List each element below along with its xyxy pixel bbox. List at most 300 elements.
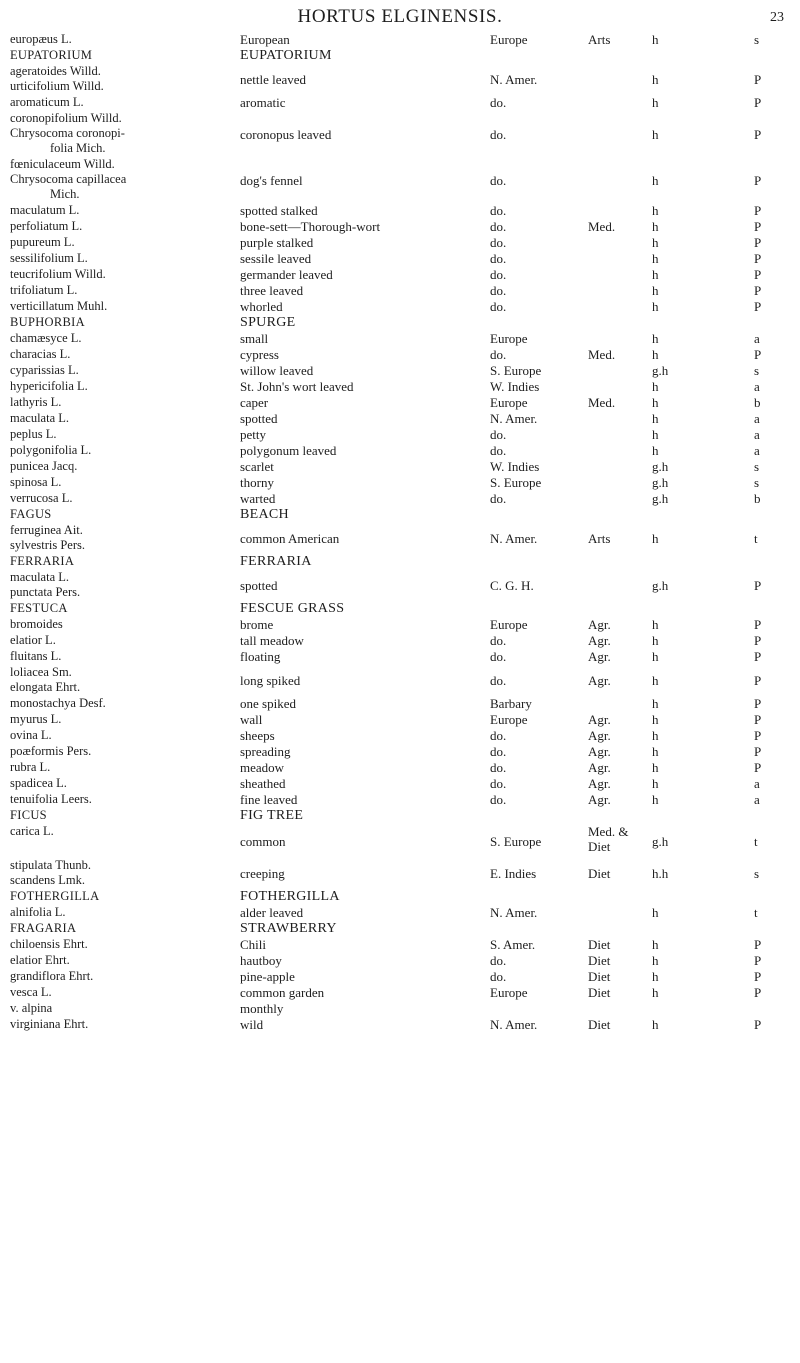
species-row: [0, 267, 800, 283]
condition: h: [652, 219, 659, 234]
latin-name: ovina L.: [10, 728, 52, 742]
genus-row: [0, 48, 800, 64]
english-name: spotted stalked: [240, 203, 318, 218]
latin-name: perfoliatum L.: [10, 219, 83, 233]
condition: h: [652, 760, 659, 775]
country: do.: [490, 728, 507, 743]
species-row: [0, 633, 800, 649]
english-name: fine leaved: [240, 792, 298, 807]
life-form: P: [754, 299, 762, 314]
condition: h: [652, 95, 659, 110]
genus-row: [0, 889, 800, 905]
country: do.: [490, 673, 507, 688]
life-form: a: [754, 411, 760, 426]
latin-name: cyparissias L.: [10, 363, 79, 377]
species-row: [0, 379, 800, 395]
condition: h: [652, 985, 659, 1000]
life-form: P: [754, 728, 762, 743]
species-row: [0, 363, 800, 379]
life-form: P: [754, 173, 762, 188]
page-title: HORTUS ELGINENSIS.: [297, 6, 503, 27]
country: do.: [490, 283, 507, 298]
english-name: three leaved: [240, 283, 304, 298]
latin-name: aromaticum L.: [10, 95, 84, 109]
life-form: P: [754, 744, 762, 759]
species-row: [0, 712, 800, 728]
country: do.: [490, 95, 507, 110]
latin-name: FESTUCA: [10, 601, 68, 615]
species-row: [0, 95, 800, 111]
latin-name: monostachya Desf.: [10, 696, 106, 710]
latin-name: ferruginea Ait. sylvestris Pers.: [10, 523, 85, 552]
species-row: [0, 299, 800, 315]
species-row: [0, 776, 800, 792]
genus-row: [0, 507, 800, 523]
species-row: [0, 491, 800, 507]
condition: h: [652, 633, 659, 648]
latin-name: ageratoides Willd. urticifolium Willd.: [10, 64, 104, 93]
species-row: [0, 347, 800, 363]
english-name: wall: [240, 712, 263, 727]
condition: h.h: [652, 866, 669, 881]
condition: h: [652, 905, 659, 920]
english-name: common: [240, 834, 286, 849]
species-row: [0, 443, 800, 459]
use: Agr.: [588, 649, 611, 664]
life-form: a: [754, 792, 760, 807]
english-name: caper: [240, 395, 269, 410]
species-row: [0, 937, 800, 953]
latin-name: fluitans L.: [10, 649, 62, 663]
english-name: meadow: [240, 760, 285, 775]
condition: h: [652, 299, 659, 314]
english-name: BEACH: [240, 507, 289, 522]
latin-name: verticillatum Muhl.: [10, 299, 108, 313]
life-form: P: [754, 72, 762, 87]
country: E. Indies: [490, 866, 537, 881]
species-row: [0, 251, 800, 267]
country: do.: [490, 427, 507, 442]
condition: h: [652, 649, 659, 664]
english-name: sessile leaved: [240, 251, 312, 266]
latin-name: poæformis Pers.: [10, 744, 92, 758]
english-name: European: [240, 32, 290, 47]
condition: h: [652, 712, 659, 727]
life-form: P: [754, 969, 762, 984]
country: do.: [490, 969, 507, 984]
english-name: willow leaved: [240, 363, 314, 378]
use: Med. & Diet: [588, 824, 629, 854]
country: do.: [490, 235, 507, 250]
country: W. Indies: [490, 459, 540, 474]
country: do.: [490, 203, 507, 218]
condition: h: [652, 696, 659, 711]
species-row: [0, 728, 800, 744]
english-name: sheathed: [240, 776, 286, 791]
condition: h: [652, 673, 659, 688]
genus-row: [0, 601, 800, 617]
latin-name: lathyris L.: [10, 395, 62, 409]
condition: g.h: [652, 834, 669, 849]
english-name: pine-apple: [240, 969, 295, 984]
life-form: P: [754, 937, 762, 952]
species-row: [0, 427, 800, 443]
country: N. Amer.: [490, 1017, 538, 1032]
use: Med.: [588, 395, 616, 410]
condition: h: [652, 267, 659, 282]
english-name: bone-sett—Thorough-wort: [240, 219, 381, 234]
life-form: s: [754, 475, 760, 490]
use: Agr.: [588, 744, 611, 759]
condition: h: [652, 969, 659, 984]
life-form: P: [754, 1017, 762, 1032]
life-form: t: [754, 834, 758, 849]
use: Diet: [588, 866, 611, 881]
life-form: P: [754, 696, 762, 711]
condition: g.h: [652, 578, 669, 593]
species-row: [0, 219, 800, 235]
genus-row: [0, 808, 800, 824]
condition: h: [652, 617, 659, 632]
english-name: scarlet: [240, 459, 274, 474]
english-name: germander leaved: [240, 267, 333, 282]
species-row: [0, 649, 800, 665]
life-form: P: [754, 673, 762, 688]
latin-name: EUPATORIUM: [10, 48, 93, 62]
latin-name: FRAGARIA: [10, 921, 77, 935]
life-form: t: [754, 531, 758, 546]
english-name: wild: [240, 1017, 264, 1032]
condition: h: [652, 395, 659, 410]
use: Med.: [588, 219, 616, 234]
species-row: [0, 570, 800, 601]
life-form: P: [754, 953, 762, 968]
species-row: [0, 744, 800, 760]
latin-name: europæus L.: [10, 32, 72, 46]
use: Diet: [588, 969, 611, 984]
condition: h: [652, 937, 659, 952]
condition: h: [652, 173, 659, 188]
latin-name: v. alpina: [10, 1001, 53, 1015]
use: Diet: [588, 1017, 611, 1032]
species-row: [0, 235, 800, 251]
condition: h: [652, 251, 659, 266]
condition: h: [652, 235, 659, 250]
country: do.: [490, 173, 507, 188]
english-name: thorny: [240, 475, 274, 490]
genus-row: [0, 921, 800, 937]
species-row: [0, 411, 800, 427]
latin-name: carica L.: [10, 824, 54, 838]
species-table: [0, 32, 800, 1033]
latin-name: punicea Jacq.: [10, 459, 78, 473]
latin-name: rubra L.: [10, 760, 51, 774]
condition: h: [652, 72, 659, 87]
latin-name: pupureum L.: [10, 235, 75, 249]
country: Europe: [490, 617, 528, 632]
country: Europe: [490, 331, 528, 346]
english-name: hautboy: [240, 953, 282, 968]
english-name: warted: [240, 491, 276, 506]
species-row: [0, 760, 800, 776]
life-form: P: [754, 283, 762, 298]
latin-name: virginiana Ehrt.: [10, 1017, 89, 1031]
latin-name: vesca L.: [10, 985, 52, 999]
condition: g.h: [652, 491, 669, 506]
country: S. Europe: [490, 475, 542, 490]
latin-name: coronopifolium Willd. Chrysocoma coronopi- folia Mich.: [10, 111, 125, 155]
condition: h: [652, 347, 659, 362]
english-name: aromatic: [240, 95, 286, 110]
english-name: floating: [240, 649, 281, 664]
life-form: P: [754, 760, 762, 775]
condition: g.h: [652, 459, 669, 474]
species-row: [0, 1017, 800, 1033]
genus-row: [0, 315, 800, 331]
latin-name: FAGUS: [10, 507, 52, 521]
country: do.: [490, 792, 507, 807]
species-row: [0, 395, 800, 411]
country: S. Europe: [490, 363, 542, 378]
country: N. Amer.: [490, 72, 538, 87]
condition: h: [652, 127, 659, 142]
species-row: [0, 111, 800, 157]
species-row: [0, 283, 800, 299]
use: Diet: [588, 953, 611, 968]
condition: h: [652, 331, 659, 346]
life-form: t: [754, 905, 758, 920]
country: Europe: [490, 712, 528, 727]
species-row: [0, 459, 800, 475]
latin-name: loliacea Sm. elongata Ehrt.: [10, 665, 81, 694]
latin-name: tenuifolia Leers.: [10, 792, 92, 806]
country: do.: [490, 443, 507, 458]
condition: h: [652, 728, 659, 743]
life-form: s: [754, 363, 760, 378]
latin-name: verrucosa L.: [10, 491, 73, 505]
latin-name: hypericifolia L.: [10, 379, 88, 393]
use: Med.: [588, 347, 616, 362]
english-name: brome: [240, 617, 274, 632]
species-row: [0, 953, 800, 969]
english-name: tall meadow: [240, 633, 304, 648]
use: Agr.: [588, 673, 611, 688]
use: Agr.: [588, 792, 611, 807]
country: do.: [490, 347, 507, 362]
latin-name: maculata L. punctata Pers.: [10, 570, 81, 599]
country: do.: [490, 299, 507, 314]
english-name: spreading: [240, 744, 291, 759]
use: Diet: [588, 937, 611, 952]
species-row: [0, 331, 800, 347]
species-row: [0, 985, 800, 1001]
latin-name: fœniculaceum Willd. Chrysocoma capillacea Mich.: [10, 157, 127, 201]
species-row: [0, 157, 800, 203]
country: Europe: [490, 985, 528, 1000]
page-header: [0, 6, 800, 32]
genus-row: [0, 554, 800, 570]
english-name: STRAWBERRY: [240, 921, 337, 936]
condition: h: [652, 443, 659, 458]
latin-name: peplus L.: [10, 427, 57, 441]
life-form: P: [754, 235, 762, 250]
condition: g.h: [652, 363, 669, 378]
life-form: s: [754, 32, 760, 47]
species-row: [0, 905, 800, 921]
life-form: a: [754, 776, 760, 791]
life-form: P: [754, 712, 762, 727]
use: Agr.: [588, 633, 611, 648]
country: W. Indies: [490, 379, 540, 394]
latin-name: FERRARIA: [10, 554, 75, 568]
country: do.: [490, 267, 507, 282]
english-name: sheeps: [240, 728, 275, 743]
english-name: FERRARIA: [240, 554, 312, 569]
latin-name: alnifolia L.: [10, 905, 66, 919]
latin-name: polygonifolia L.: [10, 443, 92, 457]
english-name: long spiked: [240, 673, 301, 688]
latin-name: maculata L.: [10, 411, 69, 425]
latin-name: sessilifolium L.: [10, 251, 88, 265]
life-form: s: [754, 459, 760, 474]
condition: g.h: [652, 475, 669, 490]
country: Barbary: [490, 696, 532, 711]
english-name: SPURGE: [240, 315, 296, 330]
latin-name: bromoides: [10, 617, 63, 631]
condition: h: [652, 32, 659, 47]
english-name: FESCUE GRASS: [240, 601, 345, 616]
latin-name: maculatum L.: [10, 203, 80, 217]
condition: h: [652, 1017, 659, 1032]
species-row: [0, 824, 800, 858]
latin-name: chiloensis Ehrt.: [10, 937, 88, 951]
latin-name: spinosa L.: [10, 475, 62, 489]
use: Arts: [588, 531, 611, 546]
latin-name: stipulata Thunb. scandens Lmk.: [10, 858, 92, 887]
english-name: cypress: [240, 347, 279, 362]
english-name: EUPATORIUM: [240, 48, 332, 63]
country: S. Europe: [490, 834, 542, 849]
life-form: P: [754, 985, 762, 1000]
country: do.: [490, 219, 507, 234]
latin-name: FOTHERGILLA: [10, 889, 100, 903]
country: do.: [490, 953, 507, 968]
country: do.: [490, 760, 507, 775]
species-row: [0, 203, 800, 219]
english-name: coronopus leaved: [240, 127, 332, 142]
condition: h: [652, 411, 659, 426]
country: C. G. H.: [490, 578, 534, 593]
use: Agr.: [588, 776, 611, 791]
english-name: spotted: [240, 411, 278, 426]
life-form: P: [754, 649, 762, 664]
english-name: petty: [240, 427, 266, 442]
english-name: nettle leaved: [240, 72, 307, 87]
life-form: P: [754, 203, 762, 218]
species-row: [0, 792, 800, 808]
condition: h: [652, 203, 659, 218]
country: Europe: [490, 395, 528, 410]
species-row: [0, 969, 800, 985]
latin-name: BUPHORBIA: [10, 315, 85, 329]
english-name: monthly: [240, 1001, 284, 1016]
condition: h: [652, 776, 659, 791]
english-name: whorled: [240, 299, 283, 314]
country: do.: [490, 633, 507, 648]
condition: h: [652, 953, 659, 968]
country: do.: [490, 649, 507, 664]
life-form: P: [754, 219, 762, 234]
life-form: P: [754, 127, 762, 142]
latin-name: trifoliatum L.: [10, 283, 78, 297]
condition: h: [652, 427, 659, 442]
latin-name: teucrifolium Willd.: [10, 267, 106, 281]
country: do.: [490, 744, 507, 759]
country: do.: [490, 491, 507, 506]
latin-name: FICUS: [10, 808, 47, 822]
english-name: alder leaved: [240, 905, 304, 920]
life-form: P: [754, 633, 762, 648]
life-form: b: [754, 395, 761, 410]
country: S. Amer.: [490, 937, 536, 952]
use: Agr.: [588, 760, 611, 775]
species-row: [0, 617, 800, 633]
life-form: a: [754, 331, 760, 346]
latin-name: characias L.: [10, 347, 71, 361]
country: N. Amer.: [490, 411, 538, 426]
condition: h: [652, 531, 659, 546]
english-name: spotted: [240, 578, 278, 593]
species-row: [0, 1001, 800, 1017]
use: Agr.: [588, 728, 611, 743]
country: do.: [490, 251, 507, 266]
life-form: P: [754, 95, 762, 110]
species-row: [0, 64, 800, 95]
life-form: P: [754, 617, 762, 632]
condition: h: [652, 792, 659, 807]
condition: h: [652, 744, 659, 759]
life-form: a: [754, 379, 760, 394]
life-form: P: [754, 267, 762, 282]
species-row: [0, 475, 800, 491]
use: Agr.: [588, 617, 611, 632]
species-row: [0, 696, 800, 712]
species-row: [0, 523, 800, 554]
english-name: Chili: [240, 937, 267, 952]
country: do.: [490, 776, 507, 791]
use: Agr.: [588, 712, 611, 727]
english-name: FIG TREE: [240, 808, 304, 823]
latin-name: spadicea L.: [10, 776, 67, 790]
english-name: dog's fennel: [240, 173, 303, 188]
english-name: common garden: [240, 985, 325, 1000]
condition: h: [652, 283, 659, 298]
life-form: P: [754, 251, 762, 266]
english-name: purple stalked: [240, 235, 314, 250]
species-row: [0, 665, 800, 696]
latin-name: grandiflora Ehrt.: [10, 969, 94, 983]
species-row: [0, 32, 800, 48]
country: do.: [490, 127, 507, 142]
species-row: [0, 858, 800, 889]
use: Arts: [588, 32, 611, 47]
country: Europe: [490, 32, 528, 47]
life-form: s: [754, 866, 760, 881]
life-form: P: [754, 347, 762, 362]
latin-name: elatior Ehrt.: [10, 953, 70, 967]
english-name: common American: [240, 531, 340, 546]
latin-name: myurus L.: [10, 712, 62, 726]
